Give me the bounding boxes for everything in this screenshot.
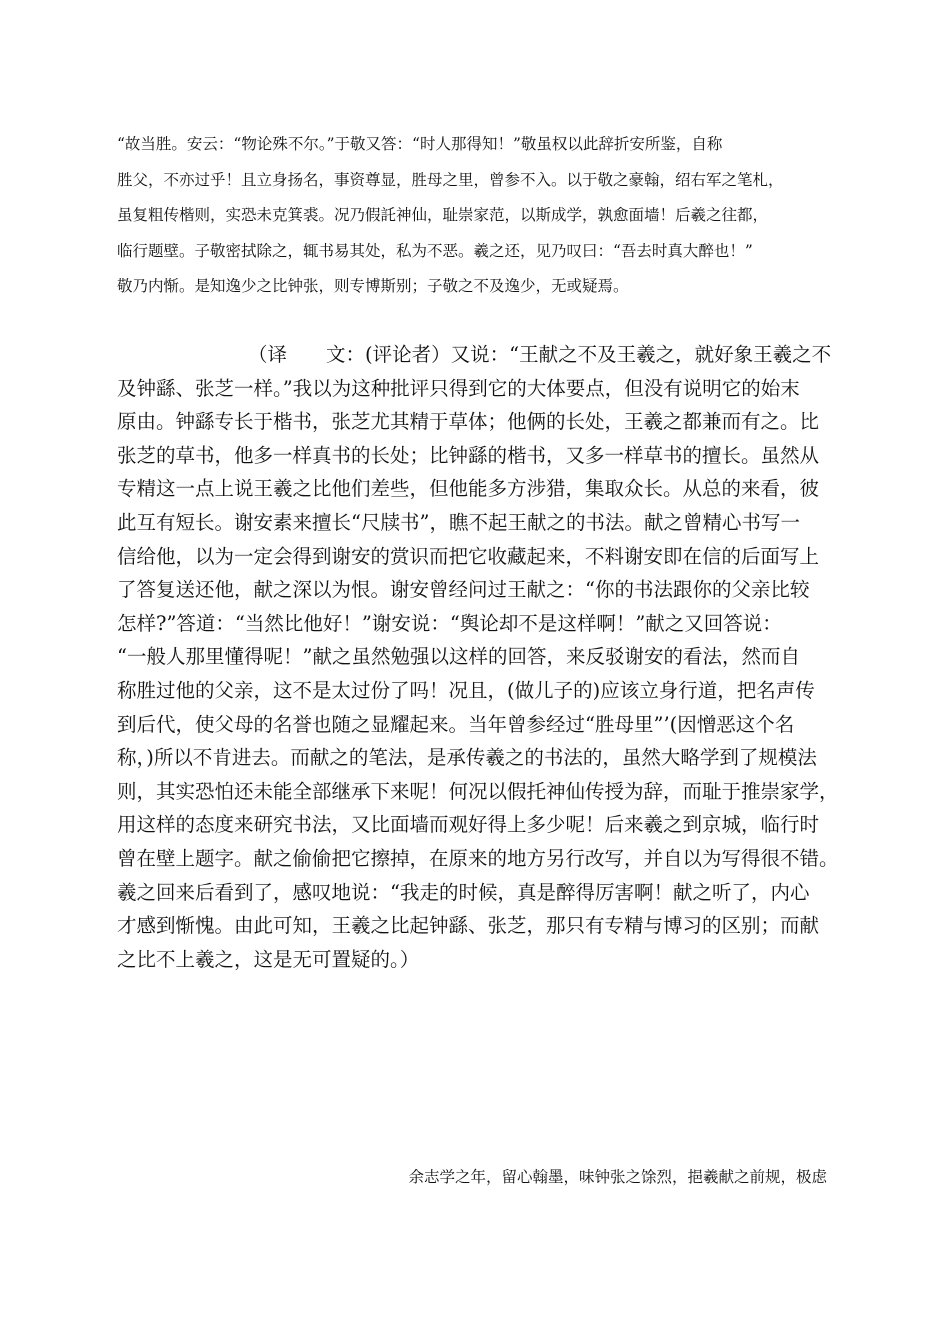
translation-line: 及钟繇、张芝一样。”我以为这种批评只得到它的大体要点，但没有说明它的始末	[117, 376, 800, 400]
translation-block	[117, 338, 839, 976]
trailing-original-line: 余志学之年，留心翰墨，味钟张之馀烈，挹羲献之前规，极虑	[408, 1168, 827, 1186]
original-text-block	[117, 127, 827, 305]
original-line: 胜父，不亦过乎！且立身扬名，事资尊显，胜母之里，曾参不入。以于敬之豪翰，绍右军之笔札，	[117, 170, 784, 189]
translation-line: 了答复送还他，献之深以为恨。谢安曾经问过王献之：“你的书法跟你的父亲比较	[117, 578, 810, 602]
translation-line: 怎样?”答道：“当然比他好！”谢安说：“舆论却不是这样啊！”献之又回答说：	[117, 611, 782, 635]
original-line: 临行题壁。子敬密拭除之，辄书易其处，私为不恶。羲之还，见乃叹曰：“吾去时真大醉也！”	[117, 241, 753, 260]
translation-line: 专精这一点上说王羲之比他们差些，但他能多方涉猎，集取众长。从总的来看，彼	[117, 477, 820, 501]
translation-line: 称，)所以不肯进去。而献之的笔法，是承传羲之的书法的，虽然大略学到了规模法	[117, 746, 817, 770]
original-line: 敬乃内惭。是知逸少之比钟张，则专博斯别；子敬之不及逸少，无或疑焉。	[117, 277, 629, 295]
translation-line: 则，其实恐怕还未能全部继承下来呢！何况以假托神仙传授为辞，而耻于推崇家学，	[117, 779, 839, 803]
original-line: “故当胜。安云：“物论殊不尔。”于敬又答：“时人那得知！”敬虽权以此辞折安所鉴，自称	[117, 135, 723, 153]
translation-line: 称胜过他的父亲，这不是太过份了吗！况且，(做儿子的)应该立身行道，把名声传	[117, 678, 815, 702]
translation-line: 到后代，使父母的名誉也随之显耀起来。当年曾参经过“胜母里”’(因憎恶这个名	[117, 712, 795, 736]
translation-line: 之比不上羲之，这是无可置疑的。）	[117, 947, 420, 971]
translation-line: 张芝的草书，他多一样真书的长处；比钟繇的楷书，又多一样草书的擅长。虽然从	[117, 443, 820, 467]
translation-line: 曾在壁上题字。献之偷偷把它擦掉，在原来的地方另行改写，并自以为写得很不错。	[117, 846, 839, 870]
translation-line: “一般人那里懂得呢！”献之虽然勉强以这样的回答，来反驳谢安的看法，然而自	[117, 645, 800, 669]
translation-line: 才感到惭愧。由此可知，王羲之比起钟繇、张芝，那只有专精与博习的区别；而献	[117, 914, 820, 938]
translation-line: 原由。钟繇专长于楷书，张芝尤其精于草体；他俩的长处，王羲之都兼而有之。比	[117, 410, 820, 434]
translation-line: 用这样的态度来研究书法，又比面墙而观好得上多少呢！后来羲之到京城，临行时	[117, 813, 820, 837]
translation-line: 羲之回来后看到了，感叹地说：“我走的时候，真是醉得厉害啊！献之听了，内心	[117, 880, 810, 904]
translation-line: 信给他，以为一定会得到谢安的赏识而把它收藏起来，不料谢安即在信的后面写上	[117, 544, 820, 568]
translation-line: 此互有短长。谢安素来擅长“尺牍书”，瞧不起王献之的书法。献之曾精心书写一	[117, 510, 800, 534]
original-line: 虽复粗传楷则，实恐未克箕裘。况乃假託神仙，耻崇家范，以斯成学，孰愈面墙！后羲之往都，	[117, 206, 769, 224]
translation-line: （译 文：(评论者）又说：“王献之不及王羲之，就好象王羲之不	[248, 343, 832, 366]
